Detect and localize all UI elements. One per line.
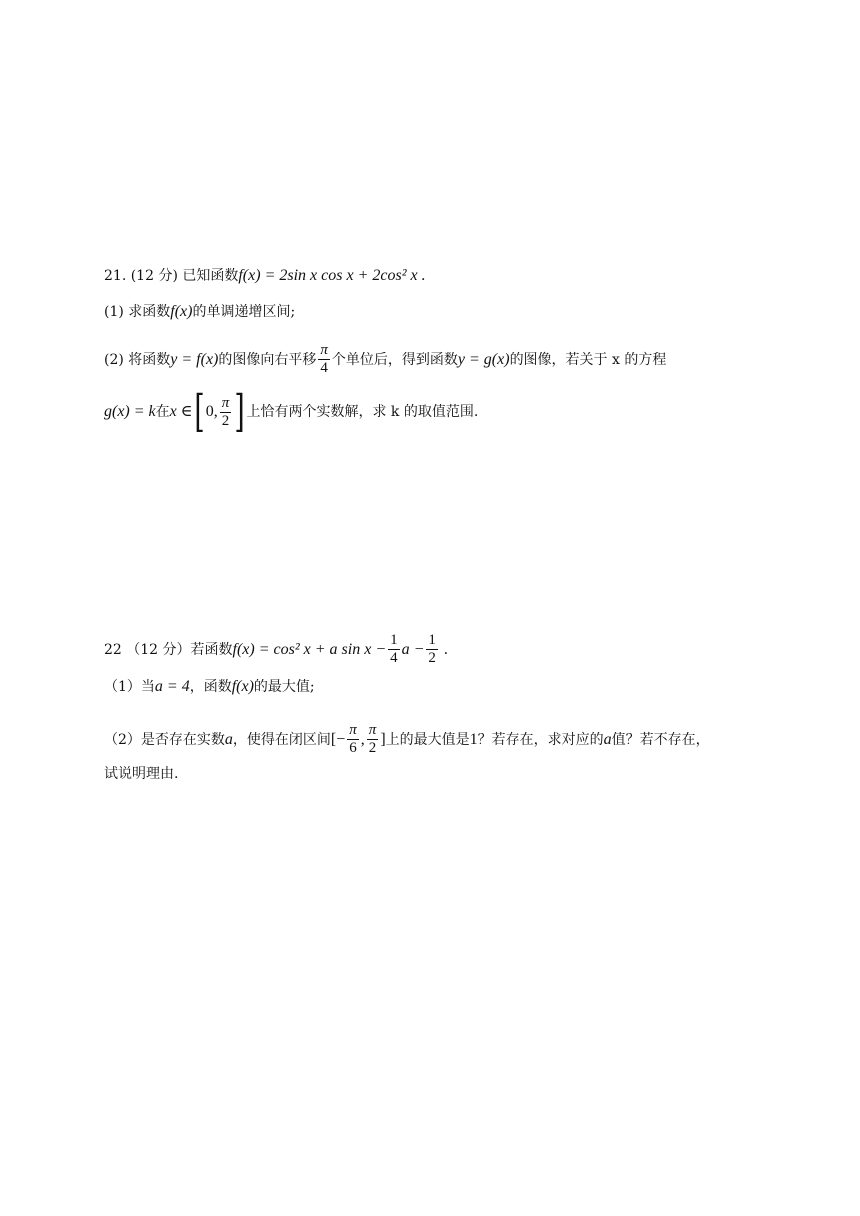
- q22-part1: [104, 677, 315, 697]
- fraction-denominator: 4: [320, 360, 328, 376]
- q21-part1: [104, 302, 295, 322]
- fraction-denominator: 4: [390, 650, 398, 666]
- q22-part2-mid1: ，使得在闭区间: [232, 731, 331, 748]
- fraction-numerator: π: [349, 722, 357, 738]
- q22-part2-continued: [104, 764, 178, 784]
- q22-part1-prefix: （1）当: [104, 679, 155, 695]
- q22-part2-suffix: 值？若不存在，: [611, 731, 710, 748]
- q21-part2-mid2: 个单位后，得到函数: [331, 351, 458, 368]
- q22-a-eq-4: a = 4: [154, 678, 190, 695]
- q21-part2-continued: [104, 386, 479, 437]
- q21-part2-mid1: 的图像向右平移: [218, 351, 317, 368]
- q22-part2-mid3: ？若存在，求对应的: [477, 731, 604, 748]
- fraction-denominator: 6: [349, 740, 357, 756]
- q21-part2: [104, 342, 666, 377]
- fraction-denominator: 2: [221, 412, 230, 429]
- q22-part2-mid2: 上的最大值是: [385, 731, 470, 748]
- pi-over-two-fraction: [220, 395, 232, 430]
- q22-label: 22 （12 分）若函数: [104, 641, 233, 658]
- q21-part1-prefix: (1) 求函数: [104, 304, 171, 320]
- q21-formula: f(x) = 2sin x cos x + 2cos² x .: [238, 267, 426, 284]
- q22-part1-fx: f(x): [231, 678, 254, 695]
- fraction-numerator: π: [221, 394, 230, 411]
- interval-close: ]: [380, 730, 386, 748]
- q22-formula-a: f(x) = cos² x + a sin x −: [232, 640, 387, 658]
- pi-over-two-fraction: [367, 722, 379, 757]
- q21-part1-fx: f(x): [170, 303, 193, 320]
- fraction-numerator: 1: [390, 632, 398, 648]
- pi-over-four-fraction: [318, 342, 330, 377]
- q21-label: 21. (12 分) 已知函数: [104, 268, 239, 284]
- fraction-denominator: 2: [428, 650, 436, 666]
- one-over-four-fraction: [388, 632, 400, 667]
- right-bracket: ]: [234, 386, 246, 437]
- q22-header: [104, 632, 448, 667]
- interval-zero: 0,: [205, 403, 218, 420]
- pi-over-six-fraction: [347, 722, 359, 757]
- q22-var-a2: a: [603, 730, 612, 748]
- q21-part3-suffix: 上恰有两个实数解，求 k 的取值范围.: [246, 404, 479, 420]
- q21-part2-prefix: (2) 将函数: [104, 351, 171, 368]
- q22-formula-mid: a −: [401, 640, 425, 658]
- q21-part2-suffix: 的图像，若关于 x 的方程: [509, 351, 667, 368]
- q22-part2: [104, 722, 710, 757]
- fraction-numerator: π: [320, 342, 328, 358]
- q21-part3-mid1: 在: [155, 404, 170, 420]
- q21-header: [104, 266, 426, 286]
- interval-comma: ,: [360, 730, 365, 748]
- q22-max-one: 1: [469, 730, 478, 748]
- fraction-denominator: 2: [368, 740, 377, 756]
- q21-part2-y-fx: y = f(x): [170, 350, 219, 368]
- q22-var-a: a: [224, 730, 233, 748]
- q22-end-dot: .: [443, 640, 448, 658]
- q22-part1-suffix: 的最大值;: [253, 679, 315, 695]
- fraction-numerator: π: [368, 722, 377, 738]
- fraction-numerator: 1: [428, 632, 436, 648]
- one-over-two-fraction: [426, 632, 438, 667]
- q21-part1-suffix: 的单调递增区间;: [192, 304, 296, 320]
- left-bracket: [: [194, 386, 205, 437]
- q21-part2-y-gx: y = g(x): [457, 350, 510, 368]
- q21-x-in: x ∈: [169, 403, 193, 420]
- q22-part1-mid: ，函数: [189, 679, 232, 695]
- q22-part3: 试说明理由.: [104, 766, 179, 782]
- q21-gx-eq-k: g(x) = k: [104, 403, 156, 420]
- interval-open: [−: [330, 730, 346, 748]
- q22-part2-prefix: （2）是否存在实数: [104, 731, 225, 748]
